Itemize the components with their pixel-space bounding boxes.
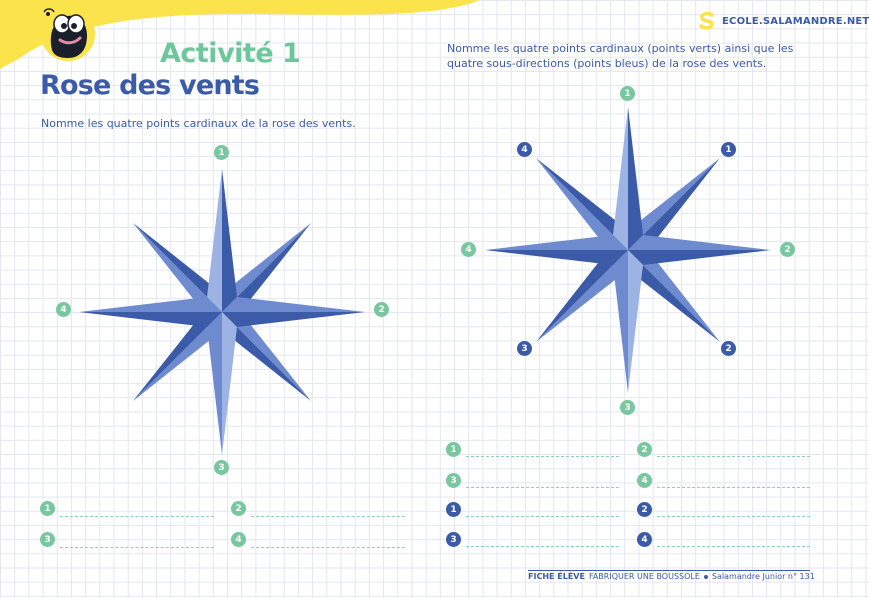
brand-site-url[interactable]: ECOLE.SALAMANDRE.NET (722, 15, 869, 27)
right-answer-green-badge-3: 3 (446, 473, 461, 488)
salamandre-logo-icon (697, 11, 717, 31)
footer-rule (528, 570, 810, 571)
left-answer-line-4[interactable] (251, 547, 405, 548)
left-answer-line-3[interactable] (60, 547, 214, 548)
right-marker-northeast: 1 (721, 142, 736, 157)
right-answer-blue-badge-1: 1 (446, 502, 461, 517)
footer-bullet-icon (704, 575, 708, 579)
compass-rose-left (70, 160, 374, 464)
right-marker-east: 2 (780, 242, 795, 257)
footer-issue: Salamandre Junior n° 131 (711, 572, 815, 581)
left-marker-west: 4 (56, 302, 71, 317)
right-answer-blue-badge-2: 2 (637, 502, 652, 517)
right-answer-green-line-1[interactable] (466, 456, 619, 457)
salamander-mascot-icon (38, 4, 98, 62)
left-answer-badge-2: 2 (231, 501, 246, 516)
right-answer-blue-line-4[interactable] (657, 546, 810, 547)
page-title: Rose des vents (40, 70, 260, 101)
right-answer-green-badge-1: 1 (446, 442, 461, 457)
left-answer-badge-3: 3 (40, 532, 55, 547)
left-answer-line-2[interactable] (251, 516, 405, 517)
right-marker-southwest: 3 (517, 341, 532, 356)
right-answer-green-badge-2: 2 (637, 442, 652, 457)
right-instruction: Nomme les quatre points cardinaux (points verts) ainsi que les quatre sous-directions (points bleus) de la rose des vents. (447, 42, 794, 70)
right-answer-blue-line-1[interactable] (466, 516, 619, 517)
left-answer-badge-1: 1 (40, 501, 55, 516)
left-instruction: Nomme les quatre points cardinaux de la rose des vents. (41, 117, 356, 130)
right-answer-green-line-4[interactable] (657, 487, 810, 488)
activity-title: Activité 1 (160, 38, 301, 69)
brand (697, 11, 869, 31)
footer (528, 572, 815, 581)
rose-cardinal-points (79, 169, 365, 455)
right-answer-green-line-3[interactable] (466, 487, 619, 488)
footer-topic: FABRIQUER UNE BOUSSOLE (588, 572, 700, 581)
left-marker-south: 3 (214, 460, 229, 475)
right-answer-blue-badge-3: 3 (446, 532, 461, 547)
left-marker-east: 2 (374, 302, 389, 317)
right-answer-blue-badge-4: 4 (637, 532, 652, 547)
right-answer-green-line-2[interactable] (657, 456, 810, 457)
left-answer-badge-4: 4 (231, 532, 246, 547)
right-marker-south: 3 (620, 400, 635, 415)
right-marker-west: 4 (461, 242, 476, 257)
right-marker-northwest: 4 (517, 142, 532, 157)
right-marker-southeast: 2 (721, 341, 736, 356)
right-answer-blue-line-2[interactable] (657, 516, 810, 517)
footer-label: FICHE ÉLÈVE (528, 572, 585, 581)
left-marker-north: 1 (214, 145, 229, 160)
left-answer-line-1[interactable] (60, 516, 214, 517)
right-answer-green-badge-4: 4 (637, 473, 652, 488)
right-marker-north: 1 (620, 86, 635, 101)
right-answer-blue-line-3[interactable] (466, 546, 619, 547)
